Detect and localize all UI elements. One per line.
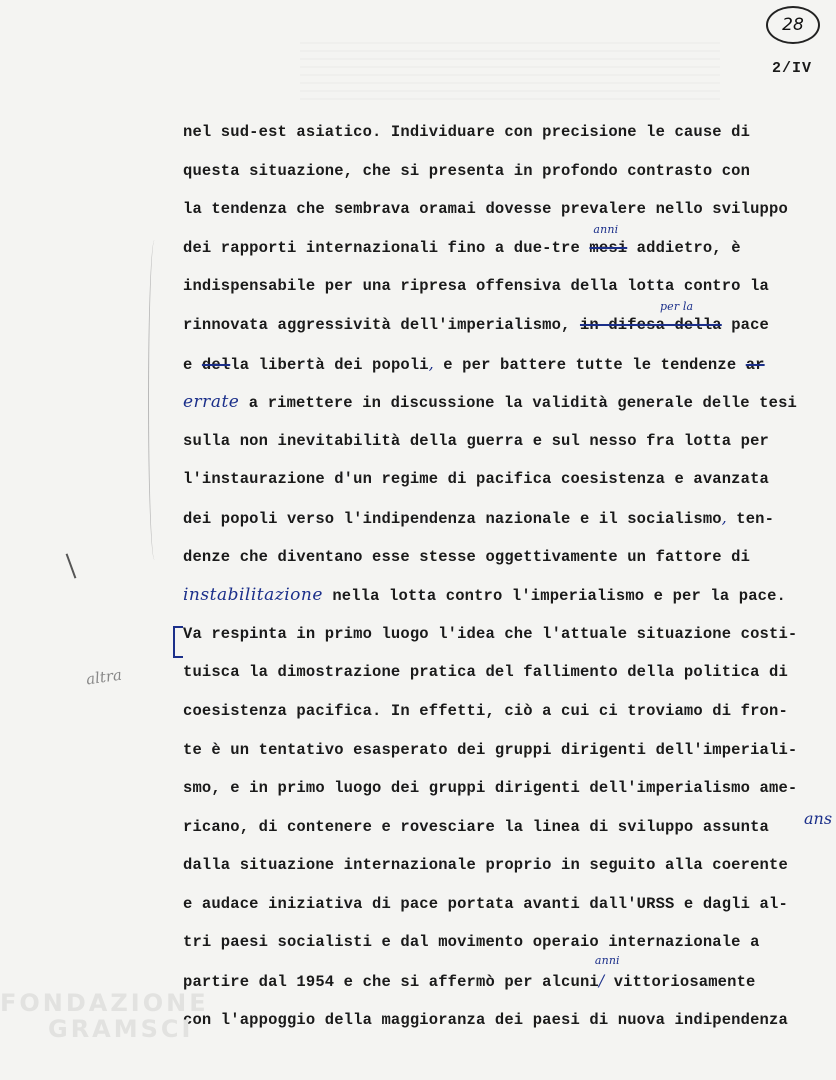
line-text: partire dal 1954 e che si affermò per alcuni	[183, 973, 599, 992]
text-line: sulla non inevitabilità della guerra e sul nesso fra lotta per	[183, 431, 769, 450]
text-line: smo, e in primo luogo dei gruppi dirigenti dell'imperialismo ame-	[183, 779, 798, 798]
struck-word: del	[201, 355, 231, 374]
text-line: dalla situazione internazionale proprio in seguito alla coerente	[183, 856, 788, 875]
text-line: tuisca la dimostrazione pratica del fallimento della politica di	[183, 663, 788, 682]
text-line: denze che diventano esse stesse oggettivamente un fattore di	[183, 547, 751, 566]
text-line: coesistenza pacifica. In effetti, ciò a cui ci troviamo di fron-	[183, 701, 788, 720]
text-line: l'instaurazione d'un regime di pacifica coesistenza e avanzata	[183, 470, 769, 489]
line-text: dei popoli verso l'indipendenza nazionale e il socialismo	[183, 509, 722, 528]
line-text: rinnovata aggressività dell'imperialismo,	[183, 315, 580, 334]
text-line-annotated	[183, 954, 828, 1001]
section-reference: 2/IV	[772, 60, 813, 77]
line-text: la libertà dei popoli	[230, 355, 429, 374]
line-text: dei rapporti internazionali fino a due-tre	[183, 238, 590, 257]
line-text: e per battere tutte le tendenze	[433, 355, 746, 374]
circled-page-number: 28	[766, 6, 820, 44]
margin-handwritten-note: altra	[84, 665, 123, 689]
right-margin-scribble: ans	[804, 809, 833, 828]
line-text: nella lotta contro l'imperialismo e per la pace.	[322, 587, 786, 606]
text-line-annotated	[183, 299, 828, 345]
struck-word: mesi	[589, 238, 628, 257]
handwritten-word: errate	[183, 392, 240, 413]
line-text: e	[183, 355, 202, 374]
line-text: vittoriosamente	[604, 973, 756, 992]
text-line: la tendenza che sembrava oramai dovesse prevalere nello sviluppo	[183, 200, 788, 219]
watermark-line: FONDAZIONE	[0, 989, 209, 1017]
text-line: questa situazione, che si presenta in profondo contrasto con	[183, 161, 751, 180]
text-line: ricano, di contenere e rovesciare la linea di sviluppo assunta	[183, 817, 769, 836]
handwritten-insertion: anni	[593, 222, 619, 236]
text-line: te è un tentativo esasperato dei gruppi dirigenti dell'imperiali-	[183, 740, 798, 759]
margin-bracket-line	[148, 240, 161, 560]
text-line-annotated	[183, 383, 828, 422]
text-line: con l'appoggio della maggioranza dei paesi di nuova indipendenza	[183, 1010, 788, 1029]
handwritten-insertion: per la	[659, 299, 694, 313]
handwritten-insertion: anni	[594, 954, 620, 968]
handwritten-caret: /	[598, 972, 605, 991]
text-line-annotated	[183, 222, 828, 268]
text-line: Va respinta in primo luogo l'idea che l'attuale situazione costi-	[183, 624, 798, 643]
handwritten-comma: ,	[428, 354, 434, 373]
handwritten-word: instabilitazione	[183, 585, 323, 606]
line-text: pace	[721, 315, 770, 334]
line-text: ten-	[726, 509, 775, 528]
text-line-annotated	[183, 499, 828, 538]
line-text: addietro, è	[627, 238, 741, 257]
text-line: tri paesi socialisti e dal movimento operaio internazionale a	[183, 933, 760, 952]
archive-watermark	[0, 990, 209, 1042]
paper-texture	[300, 40, 720, 100]
text-line-annotated	[183, 345, 828, 384]
watermark-line: GRAMSCI	[48, 1015, 194, 1043]
handwritten-comma: ,	[721, 508, 727, 527]
margin-tick-mark	[66, 553, 77, 578]
struck-phrase: in difesa della	[579, 315, 722, 334]
paragraph-bracket-mark	[173, 626, 183, 658]
text-line-annotated	[183, 576, 828, 615]
text-line: e audace iniziativa di pace portata avanti dall'URSS e dagli al-	[183, 894, 788, 913]
struck-word: ar	[745, 355, 765, 374]
text-line: nel sud-est asiatico. Individuare con precisione le cause di	[183, 123, 751, 141]
line-text: a rimettere in discussione la validità generale delle tesi	[239, 394, 797, 413]
text-line: indispensabile per una ripresa offensiva della lotta contro la	[183, 277, 769, 296]
typewritten-body	[183, 113, 833, 1039]
